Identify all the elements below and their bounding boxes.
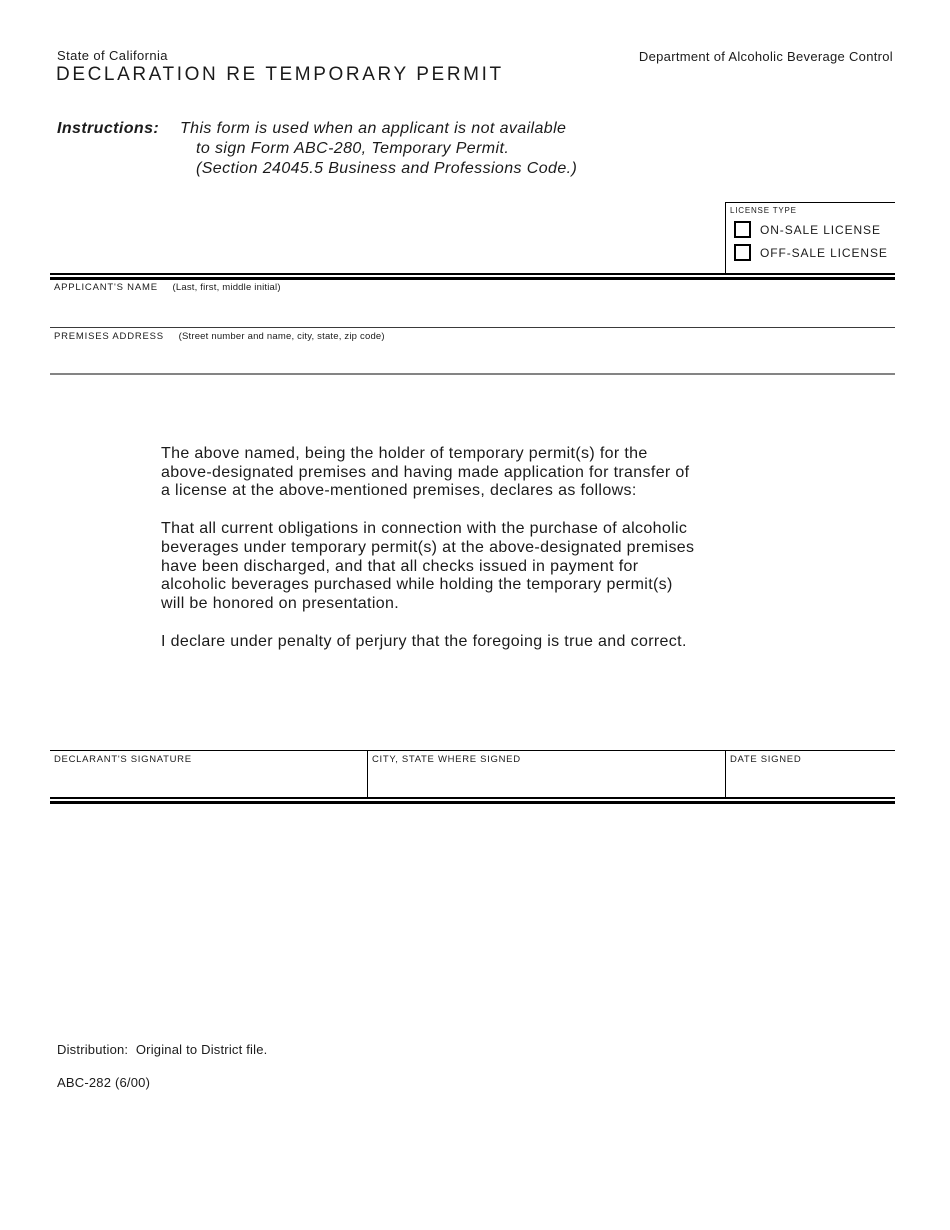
off-sale-checkbox[interactable]	[734, 244, 751, 261]
instructions-line-2: to sign Form ABC-280, Temporary Permit.	[196, 140, 510, 157]
p1-line-1: The above named, being the holder of temporary permit(s) for the	[161, 445, 648, 462]
license-type-label: LICENSE TYPE	[730, 206, 797, 215]
license-type-box	[725, 202, 895, 274]
p2-line-5: will be honored on presentation.	[161, 594, 400, 612]
premises-address-hint: (Street number and name, city, state, zip code)	[178, 331, 385, 342]
declarant-signature-cell	[50, 751, 367, 797]
declarant-signature-input[interactable]	[54, 765, 367, 793]
off-sale-label: OFF-SALE LICENSE	[760, 245, 888, 260]
p1-line-3: a license at the above-mentioned premises, declares as follows:	[161, 482, 637, 500]
city-state-signed-cell	[367, 751, 725, 797]
field-divider-rule	[50, 327, 895, 328]
premises-address-input[interactable]	[54, 345, 884, 371]
instructions-line-3: (Section 24045.5 Business and Professions Code.)	[196, 160, 578, 177]
instructions-label: Instructions:	[57, 120, 160, 137]
instructions-line-1: This form is used when an applicant is not available	[180, 120, 567, 137]
double-rule-top	[50, 273, 895, 280]
department-name: Department of Alcoholic Beverage Control	[638, 49, 893, 64]
applicant-name-label-row	[54, 282, 281, 293]
declarant-signature-label: DECLARANT'S SIGNATURE	[54, 754, 192, 765]
on-sale-license-option[interactable]	[730, 221, 895, 238]
premises-address-label-row	[54, 331, 385, 342]
applicant-name-hint: (Last, first, middle initial)	[172, 282, 281, 293]
date-signed-cell	[725, 751, 895, 797]
distribution-note: Distribution: Original to District file.	[57, 1042, 268, 1057]
declaration-paragraph-2	[161, 520, 841, 614]
page-title: DECLARATION RE TEMPORARY PERMIT	[56, 64, 504, 85]
off-sale-license-option[interactable]	[730, 244, 895, 261]
city-state-signed-input[interactable]	[372, 765, 725, 793]
p2-line-2: beverages under temporary permit(s) at the above-designated premises	[161, 538, 695, 556]
form-number: ABC-282 (6/00)	[57, 1075, 151, 1090]
p2-line-1: That all current obligations in connection with the purchase of alcoholic	[161, 520, 688, 538]
date-signed-input[interactable]	[730, 765, 895, 793]
premises-address-label: PREMISES ADDRESS	[54, 331, 164, 342]
p1-line-2: above-designated premises and having made application for transfer of	[161, 463, 690, 481]
state-of-california-label: State of California	[57, 48, 168, 63]
p3-line-1: I declare under penalty of perjury that the foregoing is true and correct.	[161, 632, 687, 650]
on-sale-checkbox[interactable]	[734, 221, 751, 238]
applicant-name-input[interactable]	[54, 296, 884, 322]
signature-row	[50, 750, 895, 797]
applicant-name-label: APPLICANT'S NAME	[54, 282, 158, 293]
declaration-paragraph-1	[161, 445, 841, 501]
declaration-paragraph-3	[161, 633, 841, 652]
declaration-body	[161, 445, 841, 670]
p2-line-4: alcoholic beverages purchased while holding the temporary permit(s)	[161, 576, 673, 594]
on-sale-label: ON-SALE LICENSE	[760, 222, 881, 237]
date-signed-label: DATE SIGNED	[730, 754, 802, 765]
double-rule-bottom	[50, 797, 895, 804]
gray-divider-rule	[50, 373, 895, 375]
city-state-signed-label: CITY, STATE WHERE SIGNED	[372, 754, 521, 765]
p2-line-3: have been discharged, and that all checks issued in payment for	[161, 557, 639, 575]
